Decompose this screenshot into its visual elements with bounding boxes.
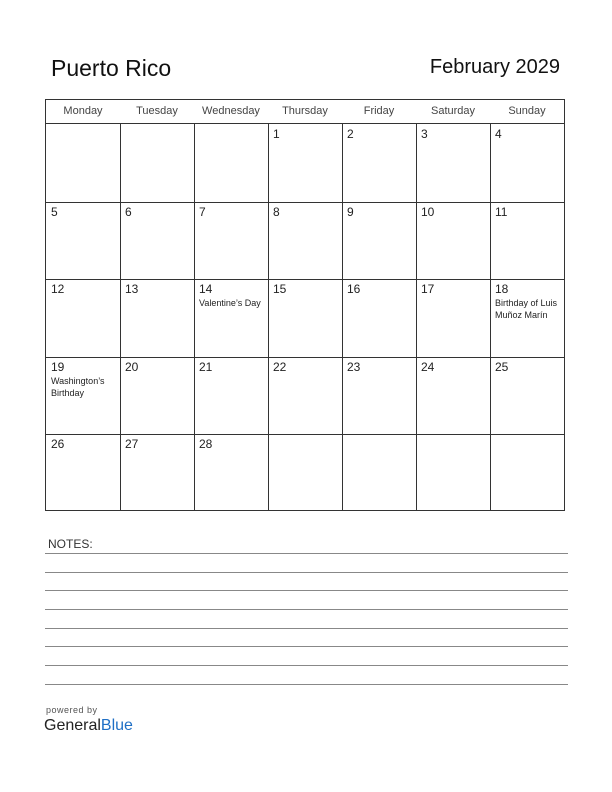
- day-cell: [416, 357, 490, 435]
- day-number: 17: [421, 282, 435, 296]
- notes-line: [45, 572, 568, 573]
- day-cell: [268, 124, 342, 202]
- powered-by-text: powered by: [46, 705, 98, 715]
- day-cell: [46, 279, 120, 357]
- day-cell: [342, 124, 416, 202]
- day-cell: [416, 279, 490, 357]
- weekday-5: Saturday: [430, 105, 476, 117]
- day-cell: [120, 357, 194, 435]
- weekday-2: Wednesday: [202, 105, 260, 117]
- notes-line: [45, 609, 568, 610]
- day-number: 4: [495, 127, 502, 141]
- weekday-4: Friday: [363, 105, 395, 117]
- day-cell: [268, 202, 342, 280]
- day-cell: [490, 434, 564, 512]
- day-number: 22: [273, 359, 287, 374]
- day-number: 1: [273, 127, 280, 141]
- day-cell: [46, 357, 120, 435]
- generalblue-logo: [44, 717, 133, 735]
- day-number: 8: [273, 204, 280, 219]
- day-cell: [490, 279, 564, 357]
- day-number: 9: [347, 204, 354, 219]
- day-number: 18: [495, 282, 509, 296]
- notes-line: [45, 684, 568, 685]
- notes-label: NOTES:: [48, 537, 93, 551]
- notes-line: [45, 665, 568, 666]
- day-cell: [194, 202, 268, 280]
- day-cell: [46, 202, 120, 280]
- notes-line: [45, 553, 568, 554]
- day-number: 15: [273, 282, 287, 296]
- day-number: 23: [347, 359, 361, 374]
- holiday-label: Birthday of Luis Muñoz Marín: [495, 298, 558, 320]
- day-cell: [416, 124, 490, 202]
- day-number: 5: [51, 204, 58, 219]
- day-cell: [268, 357, 342, 435]
- weekday-header: [46, 100, 564, 124]
- day-cell: [46, 124, 120, 202]
- month-title: February 2029: [429, 56, 560, 78]
- day-cell: [416, 202, 490, 280]
- logo-blue: Blue: [100, 717, 133, 734]
- notes-line: [45, 590, 568, 591]
- day-number: 7: [199, 204, 206, 219]
- day-number: 28: [199, 437, 213, 451]
- day-number: 14: [199, 282, 213, 296]
- day-number: 12: [51, 282, 65, 296]
- day-cell: [194, 124, 268, 202]
- weekday-0: Monday: [63, 105, 103, 117]
- day-cell: [268, 279, 342, 357]
- day-cell: [342, 202, 416, 280]
- day-cell: [120, 434, 194, 512]
- day-number: 27: [125, 437, 139, 451]
- day-number: 25: [495, 359, 509, 374]
- day-cell: [120, 202, 194, 280]
- day-cell: [194, 279, 268, 357]
- notes-line: [45, 628, 568, 629]
- notes-line: [45, 646, 568, 647]
- holiday-label: Washington’s Birthday: [51, 375, 105, 398]
- day-cell: [120, 279, 194, 357]
- day-number: 11: [495, 204, 508, 219]
- day-cell: [416, 434, 490, 512]
- day-cell: [342, 279, 416, 357]
- day-cell: [342, 357, 416, 435]
- weekday-6: Sunday: [508, 105, 546, 117]
- day-cell: [490, 357, 564, 435]
- day-cell: [194, 357, 268, 435]
- day-number: 6: [125, 204, 132, 219]
- country-title: Puerto Rico: [51, 55, 172, 81]
- day-cell: [194, 434, 268, 512]
- day-number: 13: [125, 282, 139, 296]
- day-cell: [342, 434, 416, 512]
- day-number: 16: [347, 282, 361, 296]
- day-number: 20: [125, 359, 139, 374]
- day-cell: [120, 124, 194, 202]
- logo-general: General: [44, 717, 101, 734]
- calendar-grid: [45, 99, 565, 511]
- day-number: 3: [421, 127, 428, 141]
- day-cell: [490, 202, 564, 280]
- weekday-1: Tuesday: [136, 105, 178, 117]
- day-number: 10: [421, 204, 435, 219]
- day-number: 26: [51, 437, 65, 451]
- day-cell: [490, 124, 564, 202]
- day-number: 21: [199, 359, 213, 374]
- weekday-3: Thursday: [282, 105, 328, 117]
- day-number: 24: [421, 359, 435, 374]
- day-cell: [268, 434, 342, 512]
- day-cell: [46, 434, 120, 512]
- day-number: 19: [51, 359, 65, 374]
- day-number: 2: [347, 127, 354, 141]
- holiday-label: Valentine’s Day: [199, 298, 261, 308]
